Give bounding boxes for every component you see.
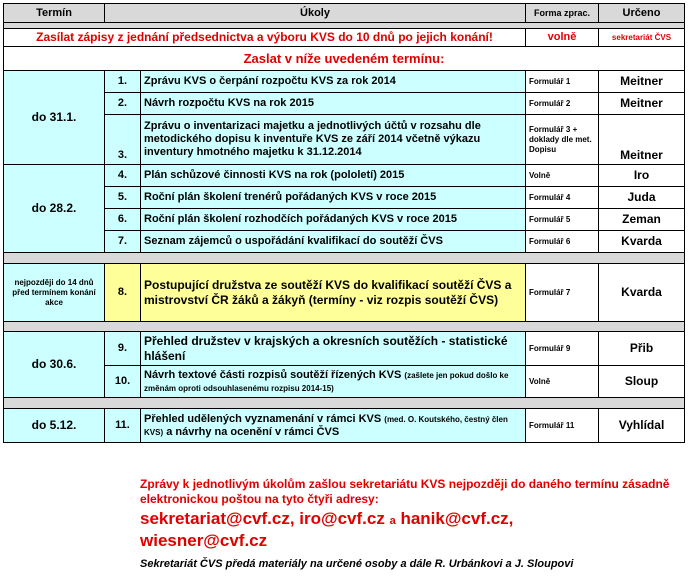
form-cell: Formulář 5 — [526, 209, 599, 231]
task-cell — [141, 366, 526, 398]
assigned-cell: Kvarda — [599, 231, 685, 253]
email-link[interactable]: wiesner@cvf.cz — [140, 531, 268, 550]
notice-text: Zasílat zápisy z jednání předsednictva a výboru KVS do 10 dnů po jejich konání! — [4, 29, 526, 47]
email-joiner: a — [389, 515, 396, 527]
email-link[interactable]: hanik@cvf.cz, — [400, 509, 514, 528]
row-number: 8. — [105, 264, 141, 322]
table-row — [4, 409, 685, 443]
task-text: Zprávu o inventarizaci majetku a jednotlivých účtů v rozsahu dle metodického dopisu k inventuře KVS ze září 2014 včetně výkazu inventury hmotného majetku k 31.12.2014 — [141, 115, 526, 165]
table-row — [4, 209, 685, 231]
term-cell: nejpozději do 14 dnů před termínem konání akce — [4, 264, 105, 322]
section-title-row — [4, 47, 685, 71]
spacer-row — [4, 398, 685, 409]
table-row — [4, 264, 685, 322]
footer-intro: Zprávy k jednotlivým úkolům zašlou sekretariátu KVS nejpozději do daného termínu zásadně elektronickou poštou na tyto čtyři adresy: — [140, 477, 670, 506]
table-row — [4, 93, 685, 115]
task-note: (zašlete jen pokud došlo ke změnám oproti odsouhlasenému rozpisu 2014-15) — [144, 370, 509, 393]
row-number: 11. — [105, 409, 141, 443]
email-list — [140, 509, 680, 551]
task-text: Přehled družstev v krajských a okresních soutěžích - statistické hlášení — [141, 332, 526, 366]
task-text: Zprávu KVS o čerpání rozpočtu KVS za rok 2014 — [141, 71, 526, 93]
task-text: Seznam zájemců o uspořádání kvalifikací do soutěží ČVS — [141, 231, 526, 253]
form-cell: Formulář 9 — [526, 332, 599, 366]
footer — [140, 477, 680, 570]
row-number: 5. — [105, 187, 141, 209]
notice-row — [4, 29, 685, 47]
form-cell: Formulář 3 + doklady dle met. Dopisu — [526, 115, 599, 165]
assigned-cell: Meitner — [599, 115, 685, 165]
form-cell: Formulář 4 — [526, 187, 599, 209]
task-cell — [141, 409, 526, 443]
spacer-row — [4, 322, 685, 332]
notice-assigned: sekretariát ČVS — [599, 29, 685, 47]
table-row — [4, 71, 685, 93]
table-row — [4, 332, 685, 366]
term-cell: do 31.1. — [4, 71, 105, 165]
term-cell: do 28.2. — [4, 165, 105, 253]
table-row — [4, 187, 685, 209]
task-text: Roční plán školení trenérů pořádaných KVS v roce 2015 — [141, 187, 526, 209]
notice-form: volně — [526, 29, 599, 47]
header-tasks: Úkoly — [105, 4, 526, 23]
term-cell: do 5.12. — [4, 409, 105, 443]
assigned-cell: Přib — [599, 332, 685, 366]
form-cell: Formulář 7 — [526, 264, 599, 322]
task-text: Návrh rozpočtu KVS na rok 2015 — [141, 93, 526, 115]
form-cell: Volně — [526, 165, 599, 187]
assigned-cell: Vyhlídal — [599, 409, 685, 443]
assigned-cell: Sloup — [599, 366, 685, 398]
task-text: Návrh textové části rozpisů soutěží řízených KVS — [144, 368, 402, 381]
row-number: 9. — [105, 332, 141, 366]
task-text: Roční plán školení rozhodčích pořádaných KVS v roce 2015 — [141, 209, 526, 231]
assigned-cell: Iro — [599, 165, 685, 187]
row-number: 10. — [105, 366, 141, 398]
email-link[interactable]: iro@cvf.cz — [299, 509, 385, 528]
assigned-cell: Meitner — [599, 71, 685, 93]
form-cell: Formulář 11 — [526, 409, 599, 443]
table-row — [4, 231, 685, 253]
term-cell: do 30.6. — [4, 332, 105, 398]
header-assigned: Určeno — [599, 4, 685, 23]
table-row — [4, 115, 685, 165]
task-table — [3, 3, 685, 443]
header-row — [4, 4, 685, 23]
row-number: 6. — [105, 209, 141, 231]
form-cell: Formulář 2 — [526, 93, 599, 115]
task-text: Postupující družstva ze soutěží KVS do kvalifikací soutěží ČVS a mistrovství ČR žáků a žákyň (termíny - viz rozpis soutěží ČVS) — [141, 264, 526, 322]
task-note: (med. O. Koutského, čestný člen KVS) — [144, 414, 508, 437]
assigned-cell: Kvarda — [599, 264, 685, 322]
form-cell: Formulář 6 — [526, 231, 599, 253]
assigned-cell: Meitner — [599, 93, 685, 115]
row-number: 2. — [105, 93, 141, 115]
form-cell: Volně — [526, 366, 599, 398]
assigned-cell: Juda — [599, 187, 685, 209]
footer-closing: Sekretariát ČVS předá materiály na určené osoby a dále R. Urbánkovi a J. Sloupovi — [140, 558, 574, 570]
row-number: 3. — [105, 115, 141, 165]
header-form: Forma zprac. — [526, 4, 599, 23]
email-link[interactable]: sekretariat@cvf.cz, — [140, 509, 295, 528]
form-cell: Formulář 1 — [526, 71, 599, 93]
row-number: 1. — [105, 71, 141, 93]
table-row — [4, 165, 685, 187]
task-text: a návrhy na ocenění v rámci ČVS — [166, 425, 340, 438]
row-number: 4. — [105, 165, 141, 187]
section-title: Zaslat v níže uvedeném termínu: — [4, 47, 685, 71]
table-row — [4, 366, 685, 398]
spacer-row — [4, 253, 685, 264]
task-text: Plán schůzové činnosti KVS na rok (pololetí) 2015 — [141, 165, 526, 187]
assigned-cell: Zeman — [599, 209, 685, 231]
header-term: Termín — [4, 4, 105, 23]
task-text: Přehled udělených vyznamenání v rámci KVS — [144, 412, 382, 425]
row-number: 7. — [105, 231, 141, 253]
